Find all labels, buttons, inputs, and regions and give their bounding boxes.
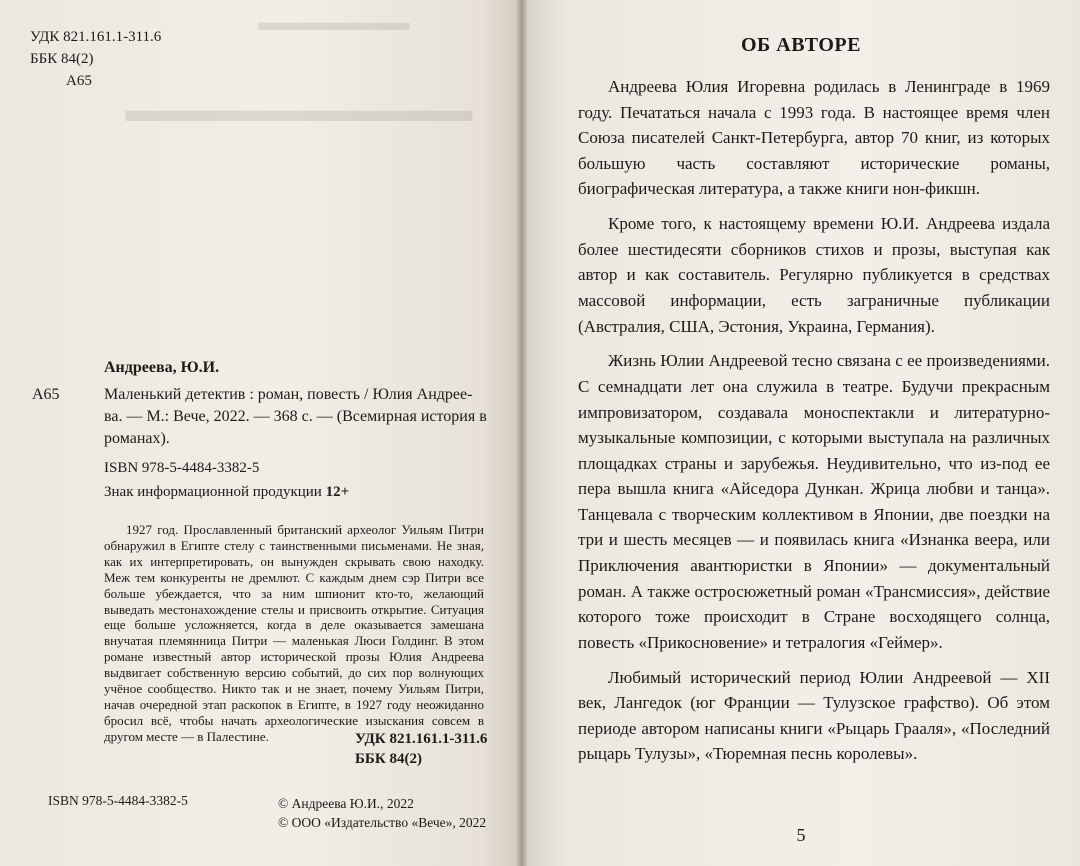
bbk-code-bottom: ББК 84(2) bbox=[355, 751, 422, 767]
page-title: ОБ АВТОРЕ bbox=[741, 34, 861, 56]
about-author-text bbox=[578, 74, 1050, 776]
age-sign bbox=[104, 481, 349, 503]
paragraph: Андреева Юлия Игоревна родилась в Ленинграде в 1969 году. Печататься начала с 1993 года. В настоящее время член Союза писателей Санкт-Петербурга, автор 70 книг, из которых большую часть составляют исторические романы, биографическая литература, а также книги нон-фикшн. bbox=[578, 77, 1050, 199]
paragraph: Кроме того, к настоящему времени Ю.И. Андреева издала более шестидесяти сборников стихов и прозы, выступая как автор и как составитель. Регулярно публикуется в средствах массовой информации, есть заграничные публикации (Австралия, США, Эстония, Украина, Германия). bbox=[578, 214, 1050, 336]
show-through-text: ▬▬▬▬▬▬▬▬▬▬▬▬ bbox=[125, 92, 473, 129]
left-page bbox=[0, 0, 522, 866]
annotation bbox=[104, 522, 484, 745]
show-through-text: ▬▬▬▬▬▬▬ bbox=[258, 10, 410, 36]
udk-code: УДК 821.161.1-311.6 bbox=[30, 29, 162, 45]
author-mark: А65 bbox=[66, 73, 92, 89]
paragraph: Жизнь Юлии Андреевой тесно связана с ее произведениями. С семнадцати лет она служила в театре. Будучи прекрасным импровизатором, создавала моноспектакли и литературно-музыкальные композиции, с которыми выступала на различных площадках страны и зарубежья. Неудивительно, что из-под ее пера вышла книга «Айседора Дункан. Жрица любви и танца». Танцевала с творческим коллективом в Японии, две поездки на три и шесть месяцев — и появилась книга «Изнанка веера, или Приключения авантюристки в Японии» — документальный роман. А также остросюжетный роман «Трансмиссия», действие которого тоже происходит в Стране восходящего солнца, повесть «Прикосновение» и тетралогия «Геймер». bbox=[578, 351, 1050, 652]
copyright-publisher: © ООО «Издательство «Вече», 2022 bbox=[278, 815, 487, 830]
record-line: Маленький детектив : роман, повесть / Юлия Андрее- bbox=[104, 386, 473, 403]
record-author-mark: А65 bbox=[32, 386, 60, 403]
bbk-code: ББК 84(2) bbox=[30, 51, 94, 67]
udk-code-bottom: УДК 821.161.1-311.6 bbox=[355, 731, 488, 747]
footer-isbn: ISBN 978-5-4484-3382-5 bbox=[48, 793, 188, 808]
book-gutter bbox=[516, 0, 528, 866]
isbn: ISBN 978-5-4484-3382-5 bbox=[104, 460, 260, 476]
copyright-author: © Андреева Ю.И., 2022 bbox=[278, 796, 414, 811]
record-author: Андреева, Ю.И. bbox=[104, 359, 220, 376]
record-line: романах). bbox=[104, 430, 170, 447]
right-page bbox=[522, 0, 1080, 866]
age-sign-label: Знак информационной продукции bbox=[104, 484, 322, 500]
age-sign-value: 12+ bbox=[325, 484, 350, 500]
record-line: ва. — М.: Вече, 2022. — 368 с. — (Всемирная история в bbox=[104, 408, 487, 425]
page-number: 5 bbox=[796, 825, 806, 845]
annotation-text: 1927 год. Прославленный британский археолог Уильям Питри обнаружил в Египте стелу с таинственными письменами. Не зная, как их интерпретировать, он вынужден скрывать свою находку. Меж тем конкуренты не дремлют. С каждым днем сэр Питри все больше убеждается, что за ним шпионит кто-то, желающий выведать местонахождение стелы и присвоить открытие. Ситуация еще больше усложняется, когда в деле оказывается замешана внучатая племянница Питри — маленькая Люси Голдинг. В этом романе известный автор исторической прозы Юлия Андреева выдвигает собственную версию событий, до сих пор волнующих учёное сообщество. Никто так и не знает, почему Уильям Питри, начав очередной этап раскопок в Египте, в 1927 году неожиданно бросил всё, чтобы начать археологические изыскания совсем в другом месте — в Палестине. bbox=[104, 522, 484, 744]
paragraph: Любимый исторический период Юлии Андреевой — XII век, Лангедок (юг Франции — Тулузское графство). Об этом периоде автором написаны книги «Рыцарь Грааля», «Последний рыцарь Тулузы», «Тюремная песнь королевы». bbox=[578, 667, 1050, 764]
